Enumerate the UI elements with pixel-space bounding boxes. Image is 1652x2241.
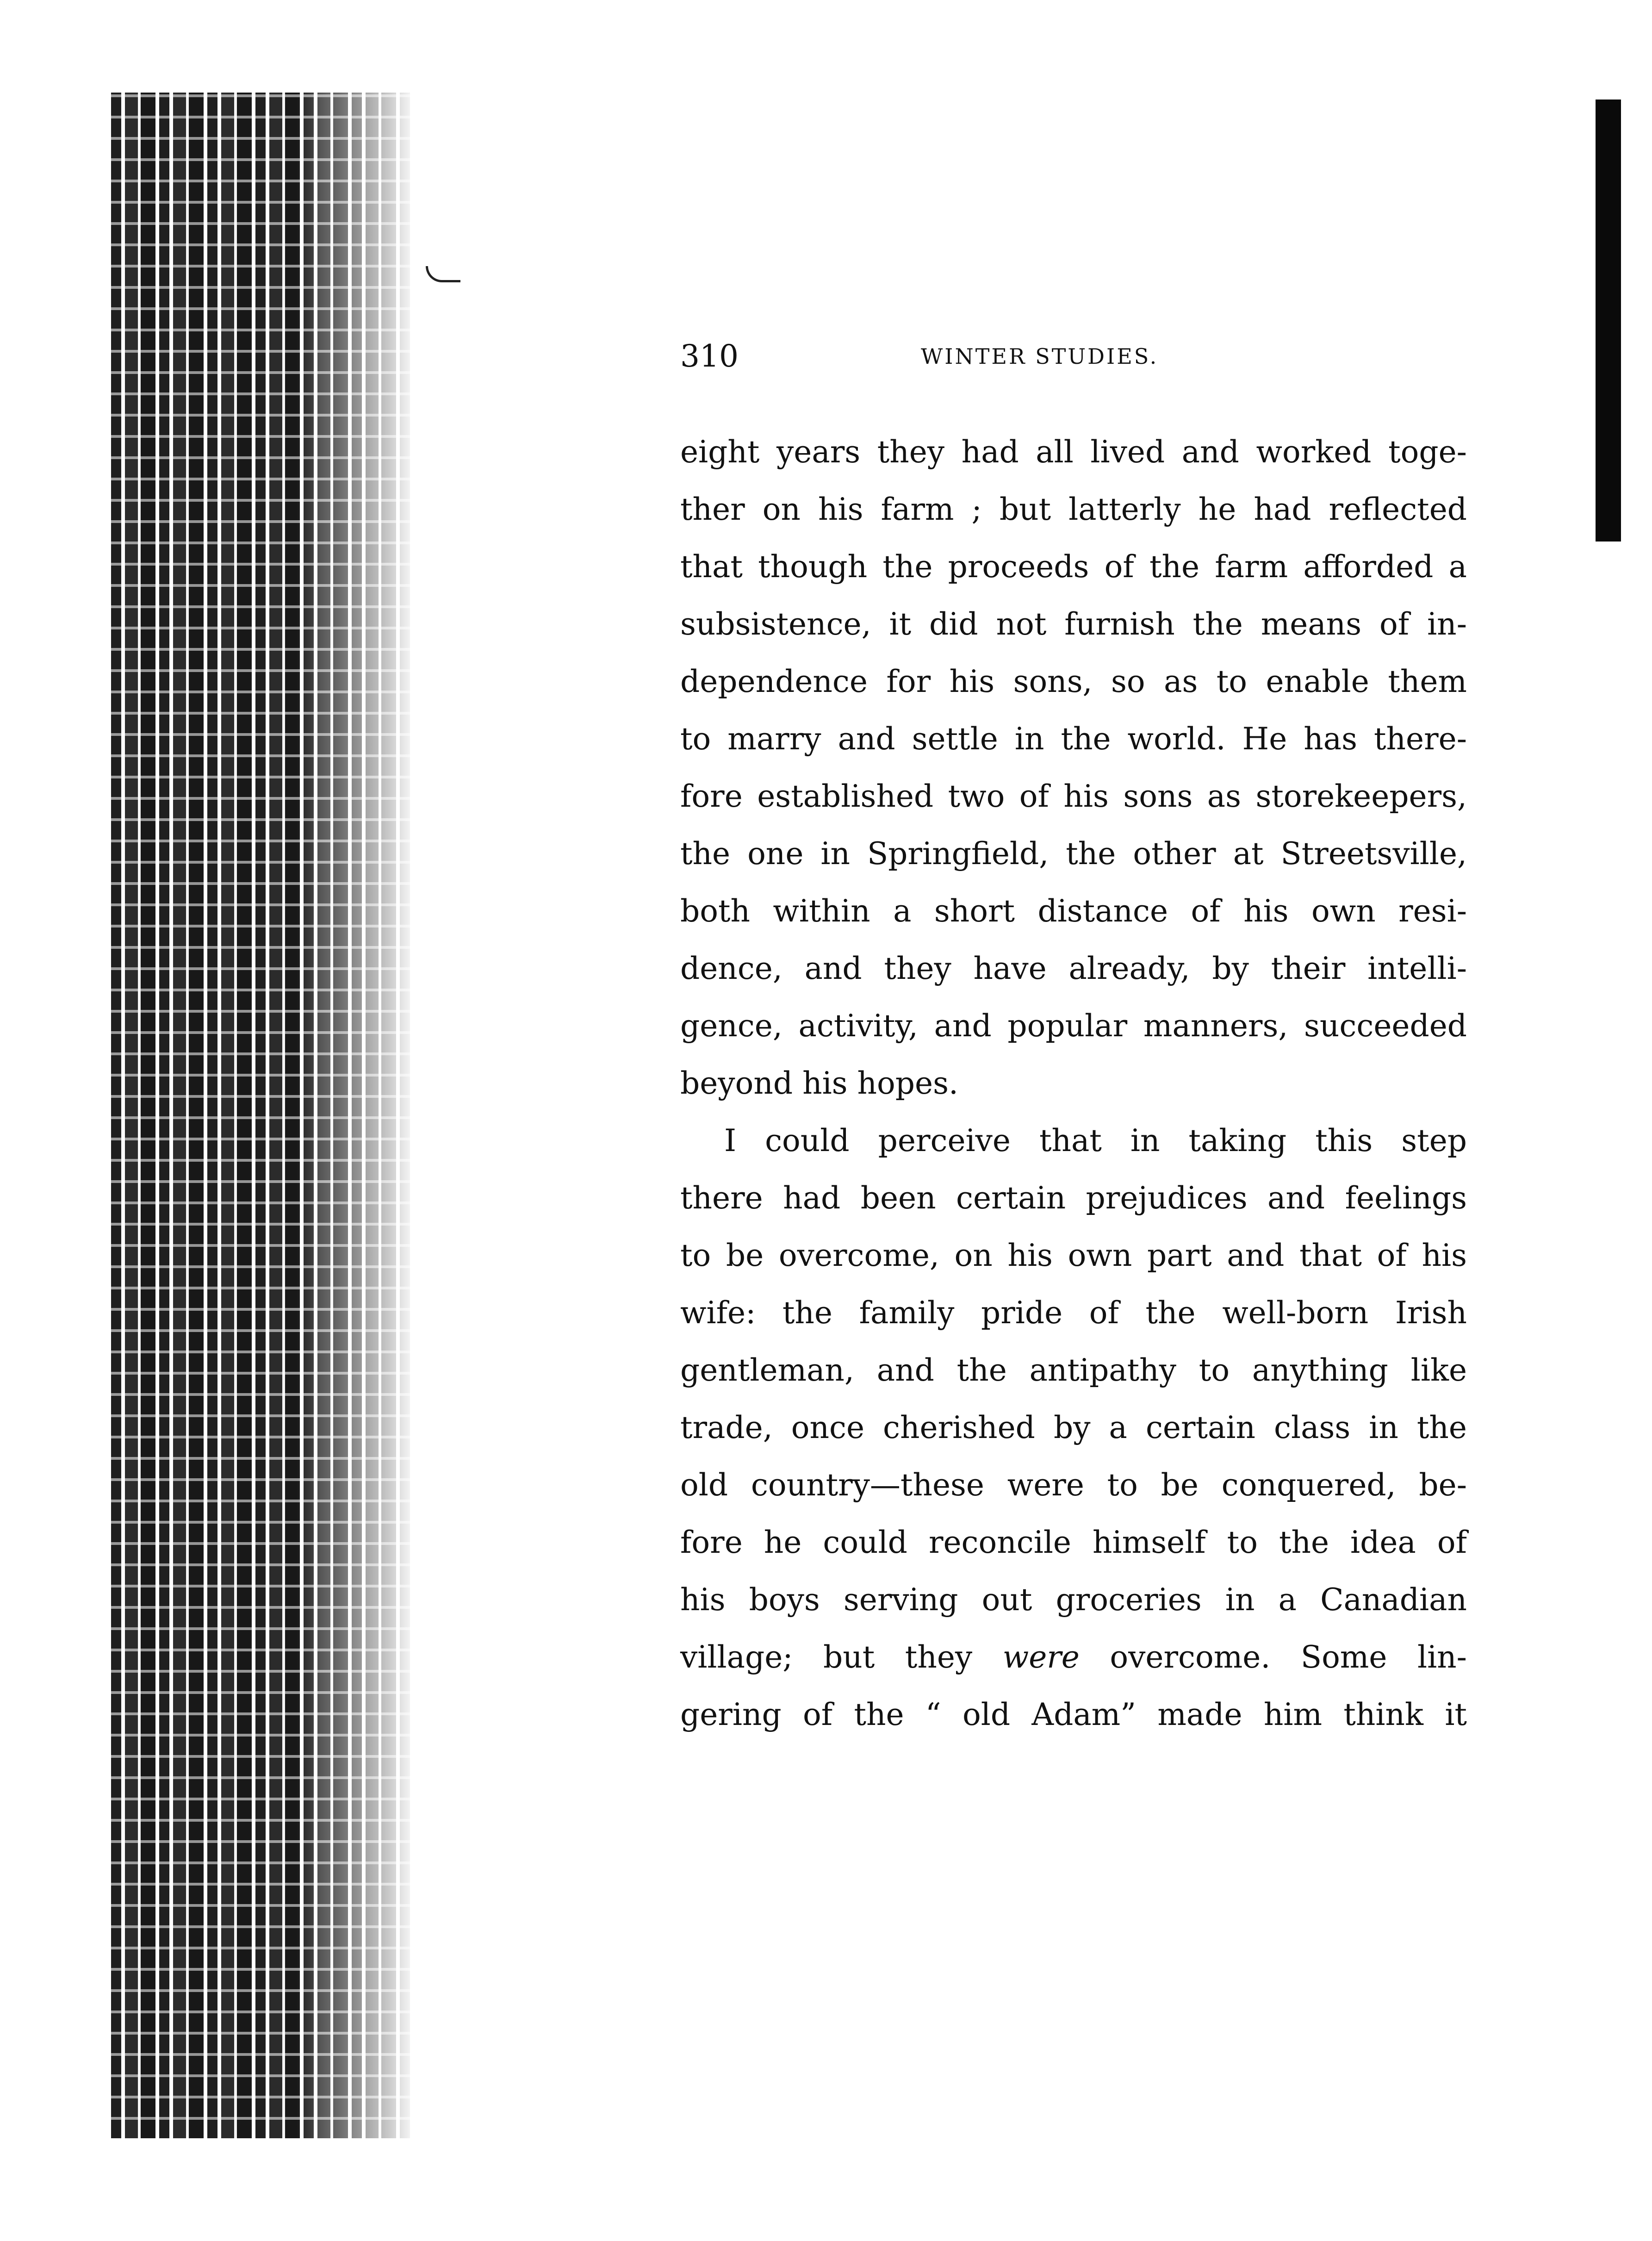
text-line: eight years they had all lived and worked toge- (680, 434, 1467, 470)
paragraph-end-line: beyond his hopes. (680, 1065, 958, 1101)
text-line: ther on his farm ; but latterly he had reflected (680, 492, 1467, 527)
text-line: both within a short distance of his own resi- (680, 893, 1467, 929)
text-line: fore he could reconcile himself to the idea of (680, 1525, 1467, 1560)
emphasized-word: were (1002, 1639, 1080, 1675)
text-line-with-emphasis (680, 1629, 1467, 1686)
text-line: dence, and they have already, by their intelli- (680, 951, 1467, 986)
text-line: fore established two of his sons as storekeepers, (680, 778, 1467, 814)
text-line: the one in Springfield, the other at Streetsville, (680, 836, 1467, 872)
text-line: dependence for his sons, so as to enable them (680, 664, 1467, 699)
text-segment: village; but they (680, 1639, 1003, 1675)
text-line: to marry and settle in the world. He has there- (680, 721, 1467, 757)
text-segment: overcome. Some lin- (1079, 1639, 1467, 1675)
text-line: wife: the family pride of the well-born Irish (680, 1295, 1467, 1331)
text-line: trade, once cherished by a certain class in the (680, 1410, 1467, 1445)
text-line: his boys serving out groceries in a Canadian (680, 1582, 1467, 1618)
scan-edge-bar (1596, 100, 1621, 542)
text-line: to be overcome, on his own part and that of his (680, 1238, 1467, 1273)
page-number: 310 (680, 338, 739, 374)
paragraph-start-line: I could perceive that in taking this step (724, 1123, 1467, 1158)
text-line: there had been certain prejudices and feelings (680, 1180, 1467, 1216)
text-line: gering of the “ old Adam” made him think it (680, 1697, 1467, 1732)
body-text (680, 423, 1467, 1743)
text-line: subsistence, it did not furnish the means of in- (680, 606, 1467, 642)
text-line: old country—these were to be conquered, be- (680, 1467, 1467, 1503)
page-header (680, 333, 1467, 380)
text-line: gentleman, and the antipathy to anything like (680, 1352, 1467, 1388)
text-line: gence, activity, and popular manners, succeeded (680, 1008, 1467, 1044)
stray-ink-mark (426, 266, 460, 282)
text-line: that though the proceeds of the farm afforded a (680, 549, 1467, 585)
running-head: WINTER STUDIES. (921, 344, 1159, 369)
scan-gutter-fade (296, 93, 416, 2138)
